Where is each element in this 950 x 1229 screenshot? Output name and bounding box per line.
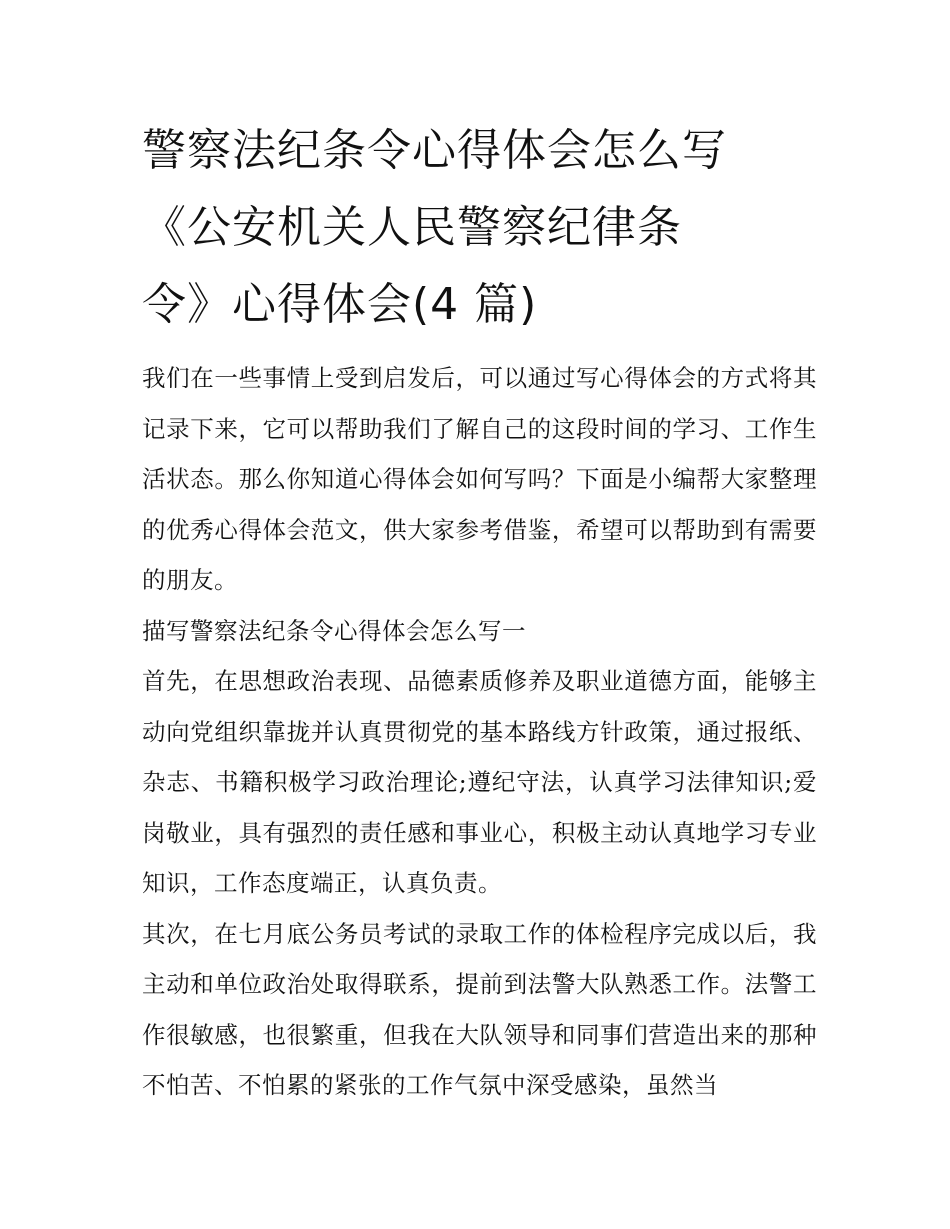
title-line-2: 《公安机关人民警察纪律条: [142, 202, 682, 253]
body-paragraph-2: 其次，在七月底公务员考试的录取工作的体检程序完成以后，我主动和单位政治处取得联系，提前到法警大队熟悉工作。法警工作很敏感，也很繁重，但我在大队领导和同事们营造出来的那种不怕苦、不怕累的紧张的工作气氛中深受感染，虽然当: [142, 919, 817, 1099]
title-line-1: 警察法纪条令心得体会怎么写: [142, 125, 727, 176]
document-body: [142, 112, 817, 1111]
intro-paragraph: 我们在一些事情上受到启发后，可以通过写心得体会的方式将其记录下来，它可以帮助我们了解自己的这段时间的学习、工作生活状态。那么你知道心得体会如何写吗？下面是小编帮大家整理的优秀心得体会范文，供大家参考借鉴，希望可以帮助到有需要的朋友。: [142, 364, 817, 594]
body-paragraph-1: 首先，在思想政治表现、品德素质修养及职业道德方面，能够主动向党组织靠拢并认真贯彻党的基本路线方针政策，通过报纸、杂志、书籍积极学习政治理论;遵纪守法，认真学习法律知识;爱岗敬业，具有强烈的责任感和事业心，积极主动认真地学习专业知识，工作态度端正，认真负责。: [142, 667, 817, 897]
title-line-3: 令》心得体会(4 篇): [142, 279, 538, 330]
document-title: [142, 112, 817, 343]
section-heading: 描写警察法纪条令心得体会怎么写一: [142, 616, 526, 645]
